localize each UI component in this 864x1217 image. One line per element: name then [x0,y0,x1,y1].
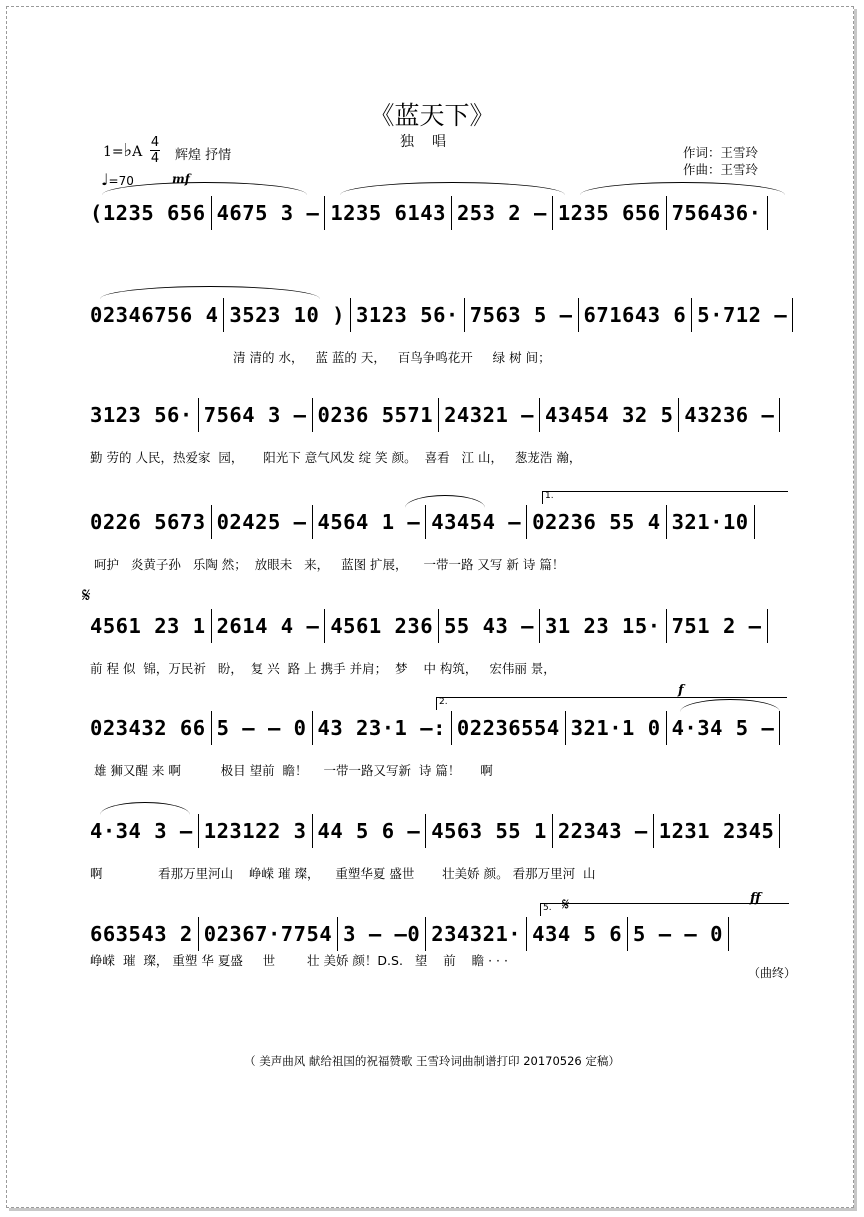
measure: 4561 23 1 [90,614,206,638]
volta-label: 1. [545,491,554,501]
notes-row [90,398,790,432]
measure: 123122 3 [203,819,307,843]
measure: 4·34 3 – [90,819,193,843]
notes-row [90,298,790,332]
credits [683,144,758,178]
measure: 5 – – 0 [216,716,307,740]
measure: 0226 5673 [90,510,206,534]
measure: 671643 6 [583,303,687,327]
notes-row [90,609,790,643]
time-bottom: 4 [150,151,160,166]
measure: 2614 4 – [216,614,320,638]
tempo-value: =70 [108,174,134,188]
measure: (1235 656 [90,201,206,225]
measure: 321·10 [671,510,749,534]
time-top: 4 [150,135,160,150]
ending-marker: （曲终） [748,966,797,980]
measure: 44 5 6 – [317,819,421,843]
measure: 756436· [671,201,762,225]
measure: 43 23·1 –: [317,716,446,740]
measure: 3123 56· [356,303,459,327]
lyrics-row: 雄 狮又醒 来 啊 极目 望前 瞻！ 一带一路又写新 诗 篇！ 啊 [90,763,493,778]
time-signature [150,136,160,165]
segno-icon: 𝄋 [562,895,570,915]
measure: 434 5 6 [532,922,623,946]
lyrics-row: 前 程 似 锦，万民祈 盼， 复 兴 路 上 携手 并肩； 梦 中 构筑， 宏伟丽 景， [90,661,556,676]
dynamic-f: f [678,683,684,698]
song-title: 《蓝天下》 [369,101,495,130]
measure: 4·34 5 – [671,716,775,740]
measure: 3123 56· [90,403,193,427]
measure: 234321· [431,922,522,946]
lyrics-row: 峥嵘 璀 璨， 重塑 华 夏盛 世 壮 美娇 颜！D.S. 望 前 瞻 · · · [90,953,508,968]
measure: 0236 5571 [317,403,434,427]
measure: 3523 10 ) [229,303,346,327]
dynamic-mf: mf [172,172,190,186]
notes-row [90,505,790,539]
lyrics-row: 清 清的 水， 蓝 蓝的 天， 百鸟争鸣花开 绿 树 间； [90,350,551,365]
lyricist: 作词：王雪玲 [683,145,759,160]
measure: 02236 55 4 [532,510,661,534]
measure: 5 – – 0 [633,922,723,946]
notes-row [90,917,790,951]
measure: 31 23 15· [545,614,661,638]
notes-row [90,196,790,230]
measure: 1231 2345 [658,819,775,843]
lyrics-row: 呵护 炎黄子孙 乐陶 然； 放眼未 来， 蓝图 扩展， 一带一路 又写 新 诗 篇！ [90,557,565,572]
footer-note: （ 美声曲风 献给祖国的祝福赞歌 王雪玲词曲制谱打印 20170526 定稿） [244,1054,620,1068]
key-tone: A [132,144,143,160]
lyrics-row: 勤 劳的 人民，热爱家 园， 阳光下 意气风发 绽 笑 颜。 喜看 江 山， 葱茏浩 瀚， [90,450,582,465]
measure: 7563 5 – [469,303,573,327]
measure: 663543 2 [90,922,193,946]
key-signature [103,140,142,161]
measure: 43454 – [431,510,522,534]
measure: 751 2 – [671,614,762,638]
measure: 4564 1 – [317,510,421,534]
measure: 7564 3 – [203,403,307,427]
quarter-note-icon: ♩ [101,170,109,189]
measure: 02367·7754 [203,922,333,946]
measure: 02346756 4 [90,303,219,327]
composer: 作曲：王雪玲 [683,162,759,177]
measure: 4563 55 1 [431,819,547,843]
measure: 1235 656 [557,201,661,225]
measure: 24321 – [444,403,534,427]
measure: 253 2 – [456,201,547,225]
measure: 4561 236 [330,614,434,638]
volta-label: 5. [543,903,552,913]
measure: 3 – –0 [343,922,421,946]
measure: 22343 – [557,819,648,843]
volta-bracket [542,491,788,504]
measure: 02425 – [216,510,307,534]
style-marking: 辉煌 抒情 [175,148,232,163]
measure: 43236 – [684,403,775,427]
dynamic-ff: ff [750,891,761,906]
notes-row [90,814,790,848]
segno-icon: 𝄋 [82,583,91,607]
measure: 5·712 – [697,303,788,327]
notes-row [90,711,790,745]
measure: 4675 3 – [216,201,320,225]
measure: 1235 6143 [330,201,446,225]
measure: 321·1 0 [570,716,661,740]
performance-type: 独唱 [400,134,464,150]
measure: 02236554 [456,716,560,740]
measure: 023432 66 [90,716,206,740]
measure: 55 43 – [444,614,534,638]
lyrics-row: 啊 看那万里河山 峥嵘 璀 璨， 重塑华夏 盛世 壮美娇 颜。 看那万里河 山 [90,866,596,881]
flat-sign: ♭ [123,140,133,161]
volta-label: 2. [439,697,448,707]
key-label: 1= [103,144,124,160]
measure: 43454 32 5 [545,403,674,427]
